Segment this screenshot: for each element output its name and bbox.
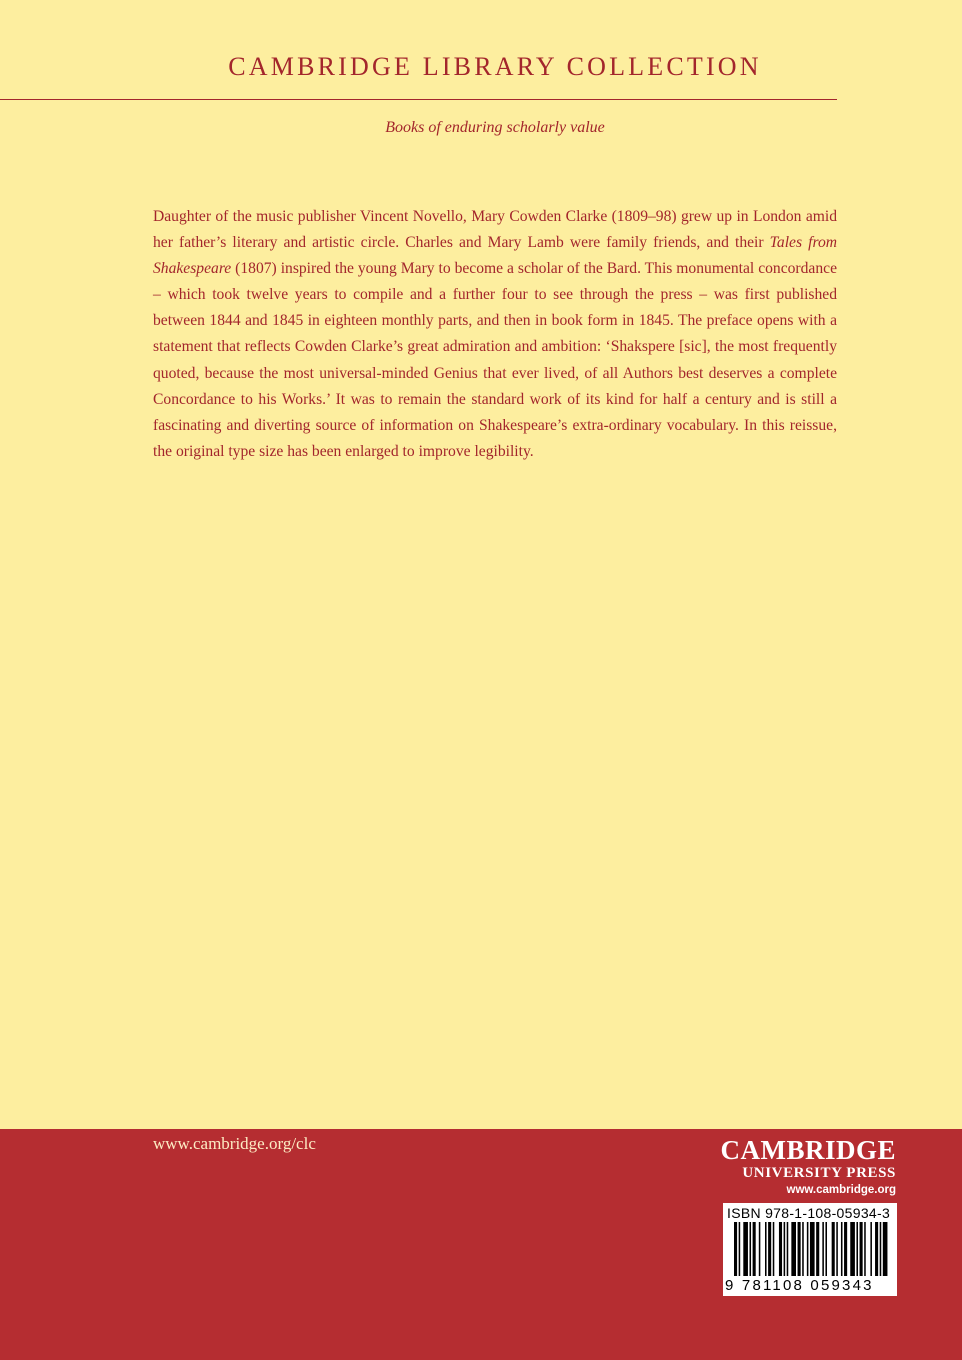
barcode-bar <box>864 1222 866 1276</box>
barcode-bar <box>822 1222 824 1276</box>
tagline: Books of enduring scholarly value <box>385 119 605 136</box>
isbn-label: ISBN 978-1-108-05934-3 <box>727 1205 891 1221</box>
barcode-bar <box>870 1222 872 1276</box>
barcode-bar <box>860 1222 863 1276</box>
barcode-bar <box>880 1222 882 1276</box>
barcode-bar <box>759 1222 761 1276</box>
barcode-bar <box>825 1222 827 1276</box>
book-description <box>153 204 837 465</box>
barcode-digits: 9 781108 059343 <box>725 1277 874 1294</box>
barcode-bar <box>753 1222 756 1276</box>
barcode-bar <box>841 1222 843 1276</box>
barcode-bar <box>883 1222 888 1276</box>
publisher-name: CAMBRIDGE <box>720 1135 896 1165</box>
barcode-bar <box>798 1222 801 1276</box>
barcode-bar <box>743 1222 748 1276</box>
barcode-bar <box>779 1222 782 1276</box>
barcode-bar <box>765 1222 767 1276</box>
barcode-bar <box>802 1222 804 1276</box>
barcode-bar <box>784 1222 786 1276</box>
series-title: CAMBRIDGE LIBRARY COLLECTION <box>228 52 762 81</box>
barcode-icon <box>726 1222 894 1278</box>
barcode-bar <box>807 1222 809 1276</box>
description-italic-title: Tales from Shakespeare <box>153 234 838 278</box>
barcode-bar <box>810 1222 815 1276</box>
barcode-bar <box>787 1222 789 1276</box>
series-url-link[interactable]: www.cambridge.org/clc <box>153 1134 316 1153</box>
barcode-bar <box>850 1222 855 1276</box>
barcode-bar <box>739 1222 741 1276</box>
description-part-2: (1807) inspired the young Mary to become a scholar of the Bard. This monumental concordance – which took twelve years to compile and a further four to see through the press – was first published between 1844 and 1845 in eighteen monthly parts, and then in book form in 1845. The preface opens with a statement that reflects Cowden Clarke’s great admiration and ambition: ‘Shakspere [sic], the most frequently quoted, because the most universal-minded Genius that ever lived, of all Authors best deserves a complete Concordance to his Works.’ It was to remain the standard work of its kind for half a century and is still a fascinating and diverting source of information on Shakespeare’s extra-ordinary vocabulary. In this reissue, the original type size has been enlarged to improve legibility. <box>153 260 837 460</box>
barcode-bar <box>768 1222 771 1276</box>
barcode-bar <box>832 1222 835 1276</box>
barcode-box <box>723 1203 897 1296</box>
header-rule <box>0 99 837 100</box>
barcode-bar <box>791 1222 796 1276</box>
barcode-bar <box>750 1222 752 1276</box>
barcode-bar <box>773 1222 775 1276</box>
barcode-bar <box>836 1222 838 1276</box>
barcode-bar <box>856 1222 858 1276</box>
barcode-bar <box>875 1222 878 1276</box>
publisher-subtitle: UNIVERSITY PRESS <box>742 1165 896 1181</box>
barcode-bar <box>734 1222 737 1276</box>
publisher-logo <box>720 1136 896 1199</box>
publisher-url: www.cambridge.org <box>786 1184 896 1196</box>
barcode-bar <box>844 1222 847 1276</box>
barcode-bar <box>816 1222 819 1276</box>
description-part-1: Daughter of the music publisher Vincent Novello, Mary Cowden Clarke (1809–98) grew up in London amid her father’s literary and artistic circle. Charles and Mary Lamb were family friends, and their <box>153 208 837 252</box>
